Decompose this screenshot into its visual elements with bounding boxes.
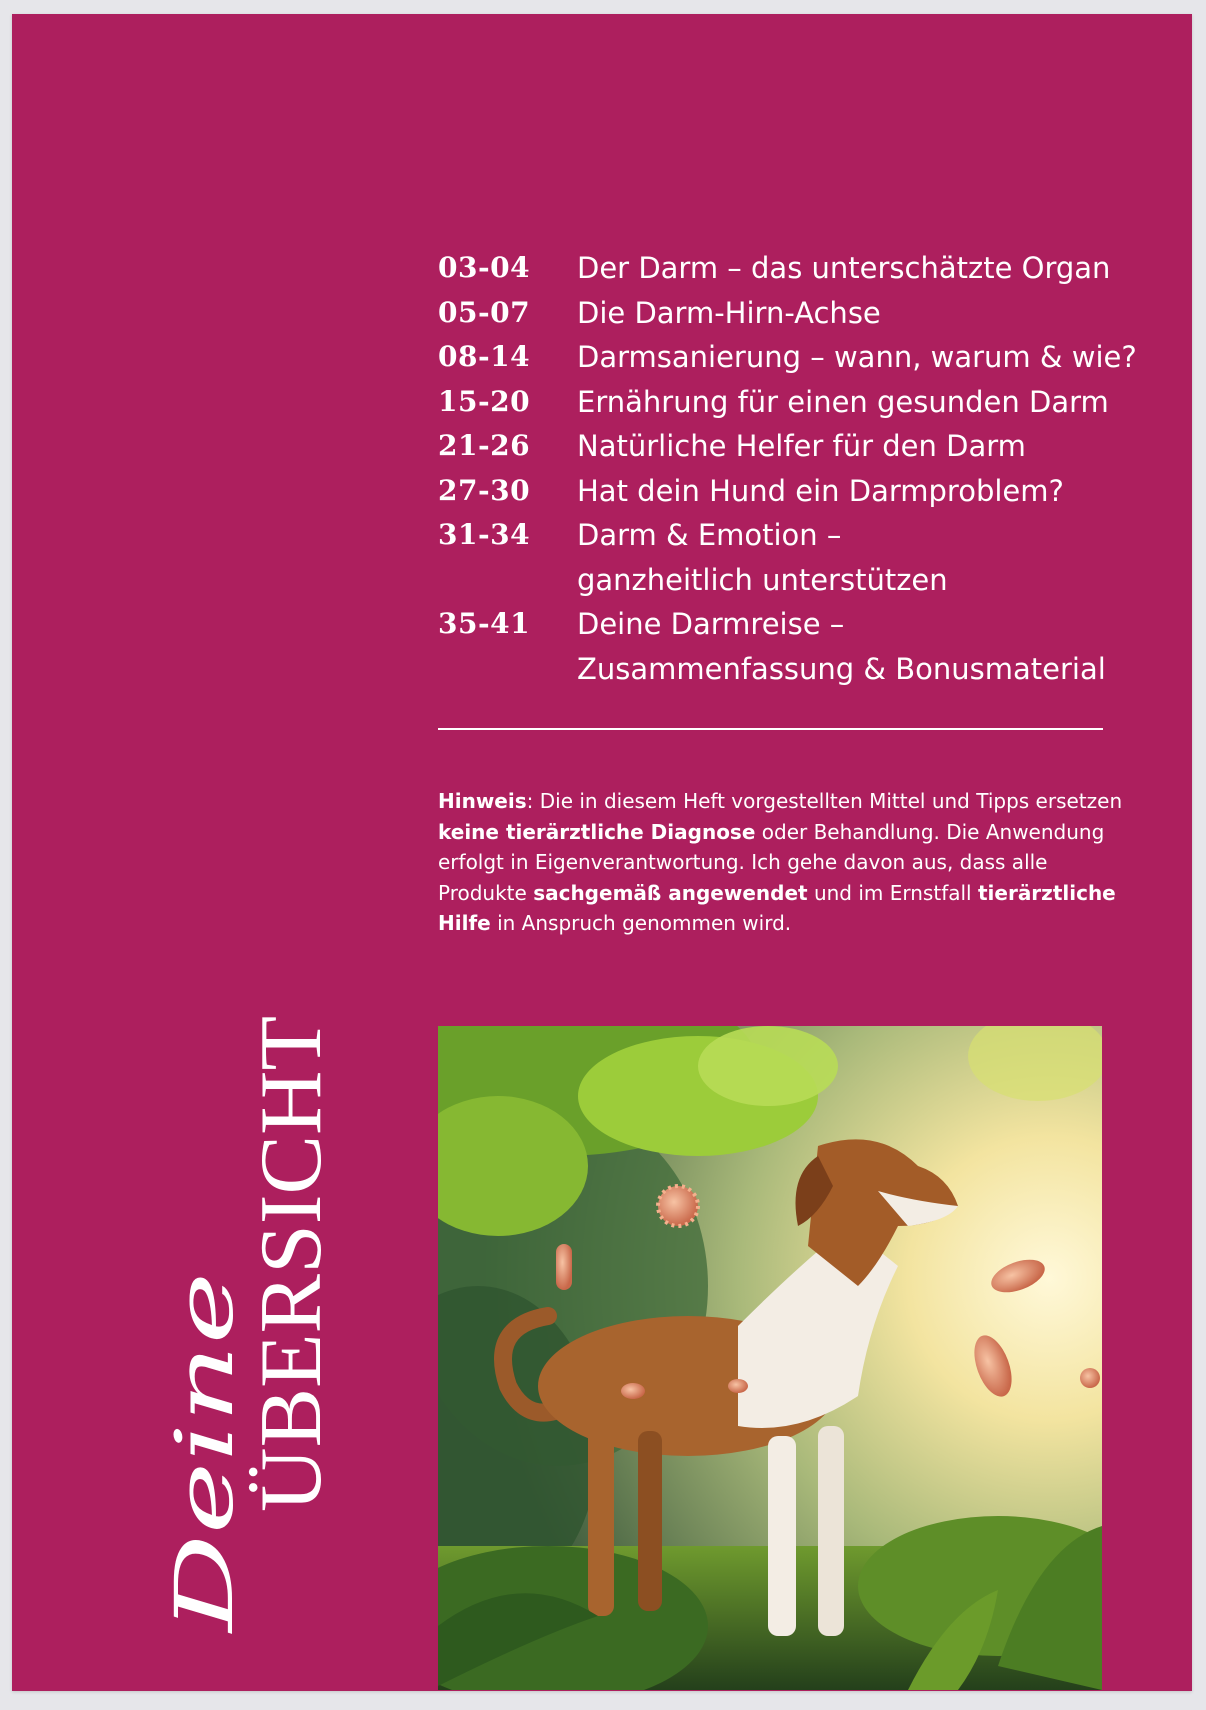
toc-item — [438, 424, 1178, 469]
toc-page-range: 03-04 — [438, 251, 531, 284]
toc-title-line: Die Darm-Hirn-Achse — [577, 295, 881, 330]
toc-item — [438, 513, 1178, 602]
toc-title-line: Ernährung für einen gesunden Darm — [577, 384, 1109, 419]
toc-item — [438, 335, 1178, 380]
side-title-main: ÜBERSICHT — [243, 1023, 340, 1512]
notice-text-3: und im Ernstfall — [807, 880, 978, 905]
toc-title — [577, 469, 1064, 514]
toc-page-range: 05-07 — [438, 295, 531, 329]
notice-bold-1: keine tierärztliche Diagnose — [438, 819, 756, 844]
toc-title — [577, 335, 1137, 380]
toc-title-line: Darm & Emotion – — [577, 518, 842, 552]
toc-page-range: 35-41 — [438, 607, 531, 640]
toc-title — [577, 602, 1106, 691]
toc-page-range: 27-30 — [438, 473, 531, 507]
notice-bold-3: tierärztliche Hilfe — [438, 880, 1116, 935]
toc-page-range: 21-26 — [438, 429, 531, 462]
notice-label: Hinweis — [438, 789, 527, 813]
toc-page-range: 15-20 — [438, 384, 531, 418]
toc-page-range: 08-14 — [438, 340, 531, 373]
notice-bold-2: sachgemäß angewendet — [533, 880, 808, 905]
side-title — [92, 1014, 352, 1654]
toc-title-line: ganzheitlich unterstützen — [577, 562, 948, 597]
dog-forest-photo — [438, 1026, 1102, 1690]
divider — [438, 728, 1103, 730]
table-of-contents — [438, 246, 1178, 691]
side-title-script: Deine — [158, 1396, 251, 1632]
notice-text-2: oder Behandlung. Die Anwendung erfolgt in Eigenverantwortung. Ich gehe davon aus, dass alle Produkte — [438, 819, 1105, 905]
toc-title — [577, 246, 1110, 291]
toc-item — [438, 246, 1178, 291]
toc-title — [577, 291, 881, 336]
toc-title-line: Hat dein Hund ein Darmproblem? — [577, 473, 1064, 508]
toc-title-line: Darmsanierung – wann, warum & wie? — [577, 340, 1137, 374]
toc-title — [577, 424, 1026, 469]
toc-title — [577, 380, 1109, 425]
toc-title — [577, 513, 948, 602]
toc-item — [438, 469, 1178, 514]
toc-title-line: Der Darm – das unterschätzte Organ — [577, 251, 1111, 285]
toc-title-line: Natürliche Helfer für den Darm — [577, 429, 1026, 463]
toc-title-line: Zusammenfassung & Bonusmaterial — [577, 651, 1106, 686]
toc-item — [438, 602, 1178, 691]
page — [12, 14, 1192, 1691]
toc-item — [438, 291, 1178, 336]
toc-title-line: Deine Darmreise – — [577, 607, 845, 641]
notice-paragraph — [438, 786, 1128, 939]
toc-page-range: 31-34 — [438, 518, 531, 551]
notice-text-4: in Anspruch genommen wird. — [490, 911, 792, 935]
notice-text-1: : Die in diesem Heft vorgestellten Mittel und Tipps ersetzen — [526, 789, 1123, 813]
toc-item — [438, 380, 1178, 425]
